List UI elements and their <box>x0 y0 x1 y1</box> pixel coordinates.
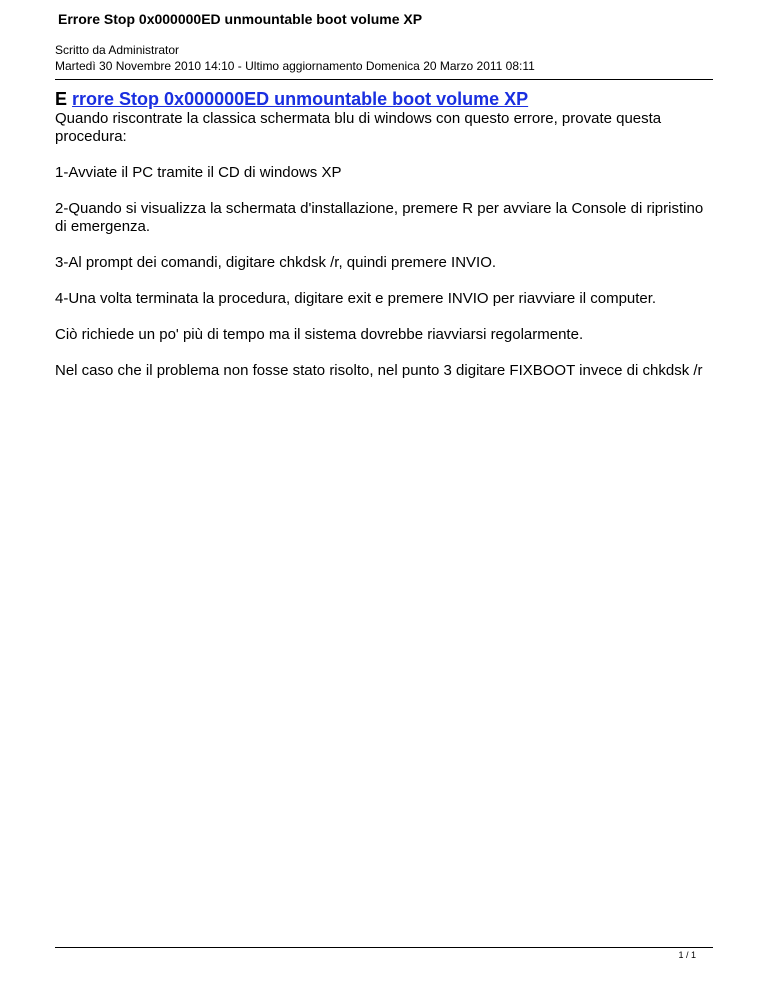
step-4: 4-Una volta terminata la procedura, digitare exit e premere INVIO per riavviare il computer. <box>55 290 657 307</box>
author-line: Scritto da Administrator <box>55 43 180 57</box>
page-number: 1 / 1 <box>678 950 696 960</box>
article-title-initial: E <box>55 89 68 109</box>
step-1: 1-Avviate il PC tramite il CD di windows XP <box>55 164 342 181</box>
note-paragraph: Ciò richiede un po' più di tempo ma il sistema dovrebbe riavviarsi regolarmente. <box>55 326 584 343</box>
intro-paragraph: Quando riscontrate la classica schermata blu di windows con questo errore, provate questa procedura: <box>55 110 662 145</box>
step-2: 2-Quando si visualizza la schermata d'installazione, premere R per avviare la Console di ripristino di emergenza. <box>55 200 704 235</box>
article-title <box>55 88 717 110</box>
step-3: 3-Al prompt dei comandi, digitare chkdsk /r, quindi premere INVIO. <box>55 254 497 271</box>
article-meta <box>55 42 535 74</box>
article-body <box>55 110 717 380</box>
header-divider <box>55 79 713 80</box>
footer-divider <box>55 947 713 948</box>
article <box>55 88 717 398</box>
article-title-link[interactable]: rrore Stop 0x000000ED unmountable boot volume XP <box>72 89 529 109</box>
fallback-paragraph: Nel caso che il problema non fosse stato risolto, nel punto 3 digitare FIXBOOT invece di chkdsk /r <box>55 362 703 379</box>
date-line: Martedì 30 Novembre 2010 14:10 - Ultimo aggiornamento Domenica 20 Marzo 2011 08:11 <box>55 59 535 73</box>
page-title: Errore Stop 0x000000ED unmountable boot volume XP <box>58 11 423 27</box>
